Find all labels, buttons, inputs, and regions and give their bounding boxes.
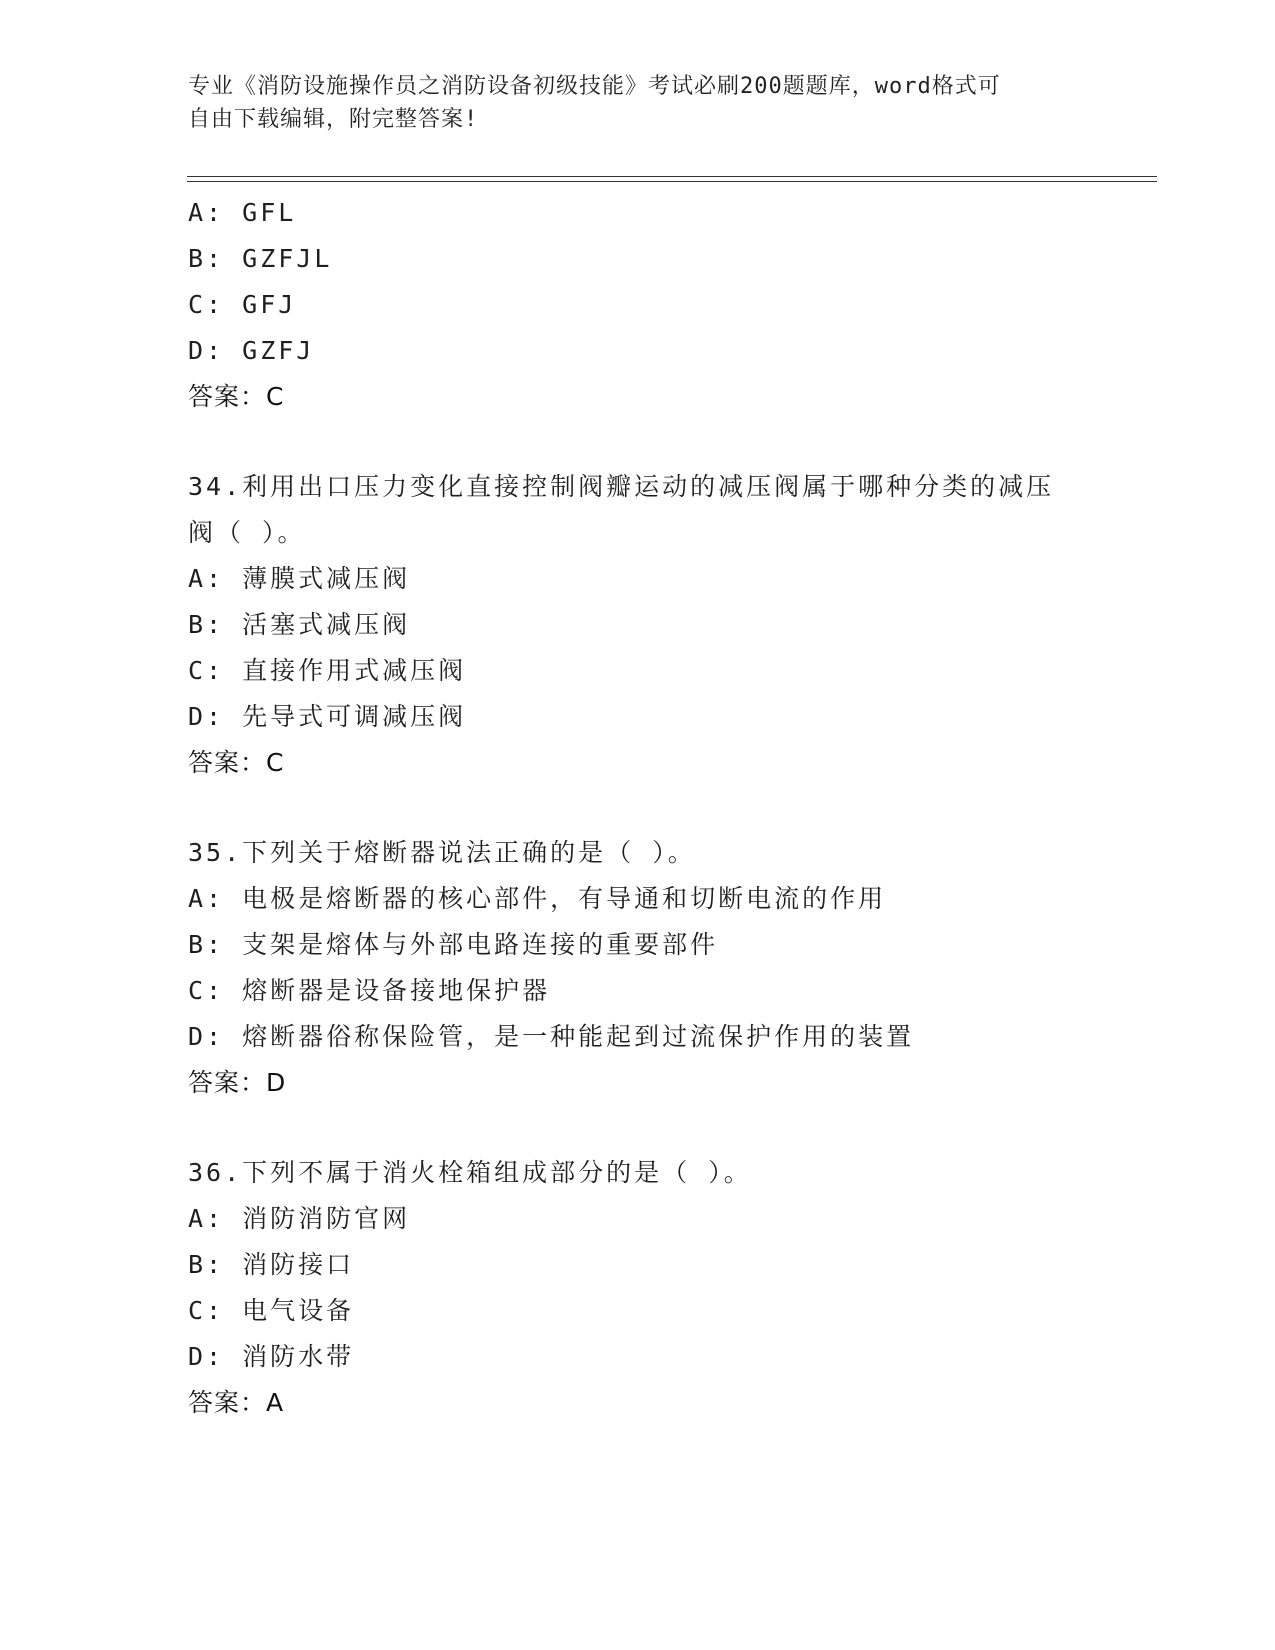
option-b: B: 活塞式减压阀 [188, 610, 411, 639]
option-c: C: 直接作用式减压阀 [188, 656, 467, 685]
header-line-1: 专业《消防设施操作员之消防设备初级技能》考试必刷200题题库，word格式可 [188, 74, 1001, 99]
header-divider-top [187, 176, 1157, 177]
question-stem: 35.下列关于熔断器说法正确的是（ ）。 [188, 838, 696, 867]
spacer [188, 420, 1088, 464]
answer: 答案：D [188, 1068, 287, 1097]
answer: 答案：C [188, 748, 285, 777]
answer: 答案：C [188, 382, 285, 411]
question-stem: 34.利用出口压力变化直接控制阀瓣运动的减压阀属于哪种分类的减压 [188, 472, 1055, 501]
question-35 [188, 830, 1088, 1106]
option-a: A: 消防消防官网 [188, 1204, 411, 1233]
option-d: D: GZFJ [188, 336, 315, 365]
option-b: B: 支架是熔体与外部电路连接的重要部件 [188, 930, 719, 959]
option-d: D: 熔断器俗称保险管，是一种能起到过流保护作用的装置 [188, 1022, 915, 1051]
option-d: D: 消防水带 [188, 1342, 355, 1371]
header-line-2: 自由下载编辑，附完整答案! [188, 107, 479, 132]
option-c: C: 电气设备 [188, 1296, 355, 1325]
option-c: C: 熔断器是设备接地保护器 [188, 976, 551, 1005]
option-a: A: 电极是熔断器的核心部件，有导通和切断电流的作用 [188, 884, 887, 913]
spacer [188, 1106, 1088, 1150]
option-c: C: GFJ [188, 290, 297, 319]
header-divider-bottom [187, 181, 1157, 182]
option-a: A: GFL [188, 198, 297, 227]
option-b: B: GZFJL [188, 244, 333, 273]
question-34 [188, 464, 1088, 786]
option-b: B: 消防接口 [188, 1250, 355, 1279]
spacer [188, 786, 1088, 830]
question-list [188, 190, 1088, 1426]
question-33 [188, 190, 1088, 420]
question-36 [188, 1150, 1088, 1426]
option-a: A: 薄膜式减压阀 [188, 564, 411, 593]
answer: 答案：A [188, 1388, 285, 1417]
question-stem-continued: 阀（ ）。 [188, 518, 306, 547]
option-d: D: 先导式可调减压阀 [188, 702, 467, 731]
question-stem: 36.下列不属于消火栓箱组成部分的是（ ）。 [188, 1158, 752, 1187]
document-header [188, 70, 1068, 136]
